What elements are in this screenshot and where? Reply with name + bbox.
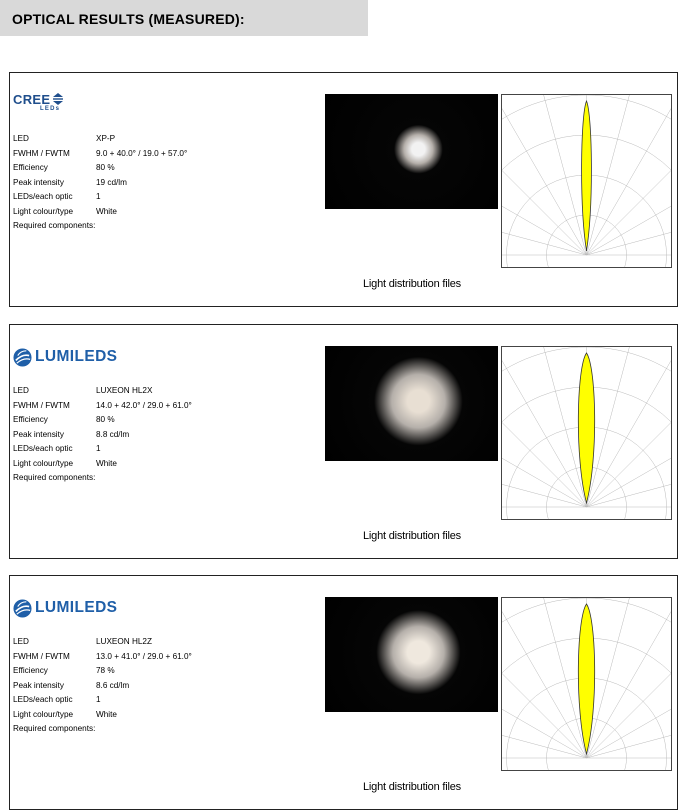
optic-card-cree bbox=[9, 72, 678, 307]
spec-value: 78 % bbox=[96, 666, 115, 675]
spec-row-components bbox=[13, 219, 187, 234]
spec-label: FWHM / FWTM bbox=[13, 400, 70, 410]
cree-logo bbox=[13, 93, 63, 117]
spec-label: Required components: bbox=[13, 724, 96, 733]
spec-row-efficiency bbox=[13, 664, 192, 679]
light-distribution-lobe bbox=[578, 353, 594, 503]
spec-row-colour bbox=[13, 457, 192, 472]
spec-value: 19 cd/lm bbox=[96, 177, 127, 187]
spec-table bbox=[13, 635, 192, 737]
spec-value: 1 bbox=[96, 695, 101, 704]
spec-value: 1 bbox=[96, 192, 101, 201]
spec-value: White bbox=[96, 206, 117, 216]
spec-row-components bbox=[13, 722, 192, 737]
beam-image bbox=[325, 346, 498, 461]
optic-card-lumileds-hl2z bbox=[9, 575, 678, 810]
spec-value: White bbox=[96, 458, 117, 468]
lumileds-logo-text: LUMILEDS bbox=[35, 599, 118, 616]
spec-row-efficiency bbox=[13, 161, 187, 176]
spec-label: Light colour/type bbox=[13, 458, 74, 468]
spec-label: LED bbox=[13, 637, 29, 646]
spec-label: LEDs/each optic bbox=[13, 695, 73, 704]
spec-label: Required components: bbox=[13, 221, 96, 230]
polar-grid bbox=[502, 598, 671, 770]
spec-value: LUXEON HL2Z bbox=[96, 637, 152, 646]
spec-row-colour bbox=[13, 205, 187, 220]
spec-label: LEDs/each optic bbox=[13, 444, 73, 453]
spec-label: LED bbox=[13, 386, 29, 395]
spec-label: Efficiency bbox=[13, 415, 48, 424]
light-distribution-files-link[interactable]: Light distribution files bbox=[363, 278, 461, 290]
spec-row-peak bbox=[13, 428, 192, 443]
lumileds-globe-icon bbox=[13, 599, 32, 618]
light-distribution-lobe bbox=[578, 604, 594, 754]
cree-arrows-icon bbox=[53, 93, 63, 105]
spec-row-peak bbox=[13, 176, 187, 191]
spec-row-fwhm bbox=[13, 650, 192, 665]
polar-grid bbox=[502, 95, 671, 267]
spec-row-colour bbox=[13, 708, 192, 723]
spec-label: Efficiency bbox=[13, 163, 48, 172]
spec-value: 8.6 cd/lm bbox=[96, 680, 130, 690]
spec-value: XP-P bbox=[96, 134, 116, 143]
spec-row-peak bbox=[13, 679, 192, 694]
spec-value: 8.8 cd/lm bbox=[96, 429, 130, 439]
optic-card-lumileds-hl2x bbox=[9, 324, 678, 559]
light-distribution-lobe bbox=[582, 101, 592, 251]
spec-label: FWHM / FWTM bbox=[13, 651, 70, 661]
spec-label: Required components: bbox=[13, 473, 96, 482]
spec-label: LED bbox=[13, 134, 29, 143]
lumileds-logo bbox=[13, 345, 117, 369]
polar-diagram bbox=[501, 346, 672, 520]
light-distribution-files-link[interactable]: Light distribution files bbox=[363, 781, 461, 793]
spec-value: LUXEON HL2X bbox=[96, 386, 153, 395]
polar-grid bbox=[502, 347, 671, 519]
lumileds-globe-icon bbox=[13, 348, 32, 367]
beam-image bbox=[325, 94, 498, 209]
spec-row-efficiency bbox=[13, 413, 192, 428]
spec-row-fwhm bbox=[13, 399, 192, 414]
spec-row-leds bbox=[13, 693, 192, 708]
spec-label: Peak intensity bbox=[13, 429, 64, 439]
spec-label: Light colour/type bbox=[13, 709, 74, 719]
lumileds-logo-text: LUMILEDS bbox=[35, 348, 118, 365]
spec-label: LEDs/each optic bbox=[13, 192, 73, 201]
spec-label: Peak intensity bbox=[13, 177, 64, 187]
spec-value: White bbox=[96, 709, 117, 719]
spec-row-led bbox=[13, 384, 192, 399]
spec-value: 9.0 + 40.0° / 19.0 + 57.0° bbox=[96, 148, 188, 158]
lumileds-logo bbox=[13, 596, 117, 620]
spec-row-fwhm bbox=[13, 147, 187, 162]
spec-row-leds bbox=[13, 442, 192, 457]
spec-table bbox=[13, 384, 192, 486]
spec-value: 13.0 + 41.0° / 29.0 + 61.0° bbox=[96, 651, 192, 661]
spec-value: 14.0 + 42.0° / 29.0 + 61.0° bbox=[96, 400, 192, 410]
beam-image bbox=[325, 597, 498, 712]
spec-label: Efficiency bbox=[13, 666, 48, 675]
spec-label: FWHM / FWTM bbox=[13, 148, 70, 158]
spec-table bbox=[13, 132, 187, 234]
spec-row-leds bbox=[13, 190, 187, 205]
spec-value: 80 % bbox=[96, 415, 115, 424]
section-header bbox=[0, 0, 368, 36]
spec-row-led bbox=[13, 635, 192, 650]
spec-value: 80 % bbox=[96, 163, 115, 172]
polar-diagram bbox=[501, 94, 672, 268]
spec-row-components bbox=[13, 471, 192, 486]
spec-label: Peak intensity bbox=[13, 680, 64, 690]
polar-diagram bbox=[501, 597, 672, 771]
light-distribution-files-link[interactable]: Light distribution files bbox=[363, 530, 461, 542]
spec-label: Light colour/type bbox=[13, 206, 74, 216]
section-title: OPTICAL RESULTS (MEASURED): bbox=[12, 11, 245, 27]
cree-logo-text: CREE bbox=[13, 92, 51, 107]
spec-row-led bbox=[13, 132, 187, 147]
spec-value: 1 bbox=[96, 444, 101, 453]
cree-logo-subtext: LEDs bbox=[40, 106, 61, 112]
